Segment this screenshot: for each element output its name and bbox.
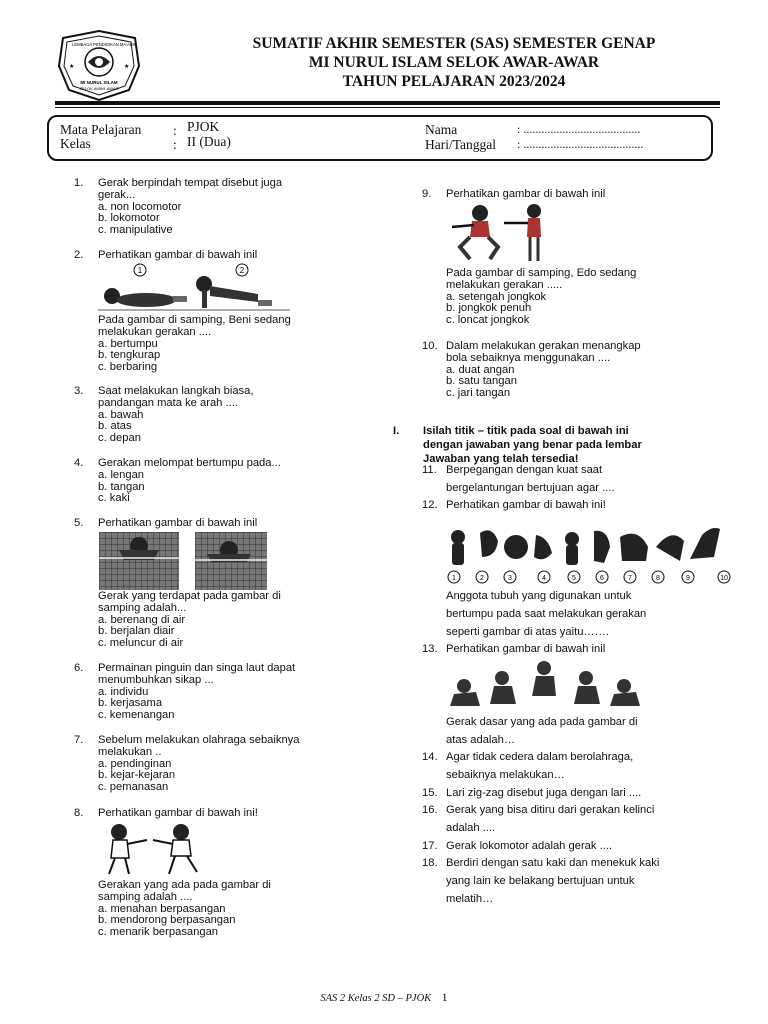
school-logo xyxy=(55,28,143,102)
option-c[interactable]: c. meluncur di air xyxy=(98,637,184,650)
question-number: 3. xyxy=(74,385,84,397)
question-6 xyxy=(74,662,296,722)
question-17 xyxy=(422,837,613,855)
question-text: Pada gambar di samping, Beni sedang xyxy=(98,314,291,326)
question-number: 6. xyxy=(74,662,84,674)
question-number: 2. xyxy=(74,249,84,261)
option-c[interactable]: c. jari tangan xyxy=(446,387,511,400)
footer-text: SAS 2 Kelas 2 SD – PJOK xyxy=(320,993,432,1004)
option-a[interactable]: a. lengan xyxy=(98,468,145,481)
question-13 xyxy=(422,640,606,658)
option-b[interactable]: b. jongkok penuh xyxy=(446,302,532,315)
option-b[interactable]: b. satu tangan xyxy=(446,375,517,388)
question-number: 18. xyxy=(422,857,438,869)
student-info-box xyxy=(47,115,713,161)
question-text: Anggota tubuh yang digunakan untuk xyxy=(446,590,632,602)
title-line-1: SUMATIF AKHIR SEMESTER (SAS) SEMESTER GENAP xyxy=(252,35,656,52)
question-text: Gerak berpindah tempat disebut juga xyxy=(98,177,283,189)
step-label: 7 xyxy=(628,575,632,582)
option-c[interactable]: c. kaki xyxy=(98,492,130,505)
question-number: 17. xyxy=(422,840,438,852)
partner-push-illustration xyxy=(99,820,207,878)
page-title xyxy=(160,34,748,91)
section-label: I. xyxy=(393,425,400,437)
mapel-label: Mata Pelajaran xyxy=(60,122,142,137)
question-text: Sebelum melakukan olahraga sebaiknya xyxy=(98,734,300,746)
question-16 xyxy=(422,801,655,837)
question-1 xyxy=(74,177,283,237)
question-14 xyxy=(422,748,634,784)
step-label: 4 xyxy=(542,575,546,582)
question-10 xyxy=(422,340,641,400)
question-text: Perhatikan gambar di bawah inil xyxy=(446,643,606,655)
question-text: seperti gambar di atas yaitu……. xyxy=(446,626,609,638)
question-11 xyxy=(422,461,615,497)
question-2-body xyxy=(98,315,291,374)
question-text: pandangan mata ke arah .... xyxy=(98,396,238,409)
question-text: Perhatikan gambar di bawah ini! xyxy=(98,807,258,819)
question-12 xyxy=(422,496,606,514)
star-icon: ★ xyxy=(69,64,75,70)
question-text: bola sebaiknya menggunakan .... xyxy=(446,351,611,364)
section-instructions xyxy=(423,424,642,466)
option-c[interactable]: c. manipulative xyxy=(98,224,173,237)
question-number: 5. xyxy=(74,517,84,529)
step-label: 9 xyxy=(686,575,690,582)
question-text: Perhatikan gambar di bawah inil xyxy=(98,249,258,261)
question-12-body xyxy=(446,587,646,641)
page-number: 1 xyxy=(441,990,448,1004)
question-text: Gerak yang bisa ditiru dari gerakan kelinci xyxy=(446,804,655,816)
question-5 xyxy=(74,517,258,530)
kelas-label: Kelas xyxy=(60,136,91,151)
question-8 xyxy=(74,807,258,820)
question-number: 14. xyxy=(422,751,438,763)
question-text: samping adalah .... xyxy=(98,890,193,903)
squat-illustration xyxy=(446,201,550,265)
logo-text-bottom2: SELOK AWAR-AWAR xyxy=(79,86,119,91)
title-line-2: MI NURUL ISLAM SELOK AWAR-AWAR xyxy=(308,54,600,71)
question-text: Lari zig-zag disebut juga dengan lari .... xyxy=(446,787,642,799)
question-15 xyxy=(422,784,642,802)
question-8-body xyxy=(98,880,271,939)
swimming-illustration xyxy=(99,532,267,590)
step-label: 8 xyxy=(656,575,660,582)
question-text: atas adalah… xyxy=(446,734,516,746)
option-c[interactable]: c. pemanasan xyxy=(98,781,169,794)
question-text: melatih… xyxy=(446,893,494,905)
title-line-3: TAHUN PELAJARAN 2023/2024 xyxy=(342,73,566,90)
option-b[interactable]: b. kejar-kejaran xyxy=(98,769,176,782)
question-number: 15. xyxy=(422,787,438,799)
question-text: gerak... xyxy=(98,188,136,201)
option-a[interactable]: a. bertumpu xyxy=(98,337,158,350)
question-text: samping adalah... xyxy=(98,601,187,614)
question-13-body xyxy=(446,713,638,749)
frog-jump-illustration xyxy=(446,660,642,712)
mapel-value: PJOK xyxy=(187,119,220,134)
question-2 xyxy=(74,249,258,262)
question-text: sebaiknya melakukan… xyxy=(446,769,565,781)
kelas-colon: : xyxy=(173,137,177,152)
question-text: melakukan gerakan .... xyxy=(98,325,212,338)
kelas-value: II (Dua) xyxy=(187,134,231,149)
option-a[interactable]: a. berenang di air xyxy=(98,613,186,626)
question-number: 13. xyxy=(422,643,438,655)
roll-step-labels xyxy=(448,571,730,583)
question-7 xyxy=(74,734,300,794)
question-number: 16. xyxy=(422,804,438,816)
question-number: 10. xyxy=(422,340,438,352)
option-a[interactable]: a. bawah xyxy=(98,408,144,421)
logo-text-bottom1: MI NURUL ISLAM xyxy=(80,80,118,85)
step-label: 1 xyxy=(452,575,456,582)
question-text: Gerakan yang ada pada gambar di xyxy=(98,879,271,891)
question-text: Dalam melakukan gerakan menangkap xyxy=(446,340,641,352)
option-b[interactable]: b. mendorong berpasangan xyxy=(98,914,236,927)
question-text: Gerak yang terdapat pada gambar di xyxy=(98,590,281,602)
question-text: Pada gambar di samping, Edo sedang xyxy=(446,267,637,279)
question-number: 11. xyxy=(422,464,437,476)
question-text: Berpegangan dengan kuat saat xyxy=(446,464,603,476)
option-b[interactable]: b. atas xyxy=(98,420,132,433)
question-number: 7. xyxy=(74,734,84,746)
nama-field[interactable]: : ....................................... xyxy=(517,122,641,136)
question-number: 12. xyxy=(422,499,438,511)
question-text: Gerak lokomotor adalah gerak .... xyxy=(446,840,613,852)
nama-label: Nama xyxy=(425,122,458,137)
question-number: 9. xyxy=(422,188,432,200)
instruction-line: Jawaban yang telah tersedia! xyxy=(423,453,579,465)
question-text: Gerak dasar yang ada pada gambar di xyxy=(446,716,638,728)
step-label: 1 xyxy=(137,266,143,275)
step-label: 10 xyxy=(720,575,728,582)
option-b[interactable]: b. tangan xyxy=(98,480,145,493)
header-divider-thick xyxy=(55,101,720,105)
question-5-body xyxy=(98,591,281,650)
instruction-line: Isilah titik – titik pada soal di bawah ini xyxy=(423,425,629,437)
option-a[interactable]: a. non locomotor xyxy=(98,200,182,213)
step-label: 6 xyxy=(600,575,604,582)
option-b[interactable]: b. kerjasama xyxy=(98,697,163,710)
forward-roll-sequence-illustration xyxy=(444,517,732,585)
option-a[interactable]: a. duat angan xyxy=(446,363,515,376)
option-a[interactable]: a. menahan berpasangan xyxy=(98,902,226,915)
step-label: 3 xyxy=(508,575,512,582)
option-a[interactable]: a. setengah jongkok xyxy=(446,290,547,303)
question-text: yang lain ke belakang bertujuan untuk xyxy=(446,875,635,887)
logo-text-top: LEMBAGA PENDIDIKAN MA'ARIF xyxy=(72,42,137,47)
option-b[interactable]: b. lokomotor xyxy=(98,212,160,225)
question-number: 8. xyxy=(74,807,84,819)
option-c[interactable]: c. depan xyxy=(98,432,141,445)
question-9 xyxy=(422,188,606,201)
question-9-body xyxy=(446,268,636,327)
question-text: Permainan pinguin dan singa laut dapat xyxy=(98,662,296,674)
question-text: bertumpu pada saat melakukan gerakan xyxy=(446,608,647,620)
step-label: 2 xyxy=(239,266,245,275)
question-number: 1. xyxy=(74,177,84,189)
star-icon: ★ xyxy=(124,64,130,70)
question-text: adalah .... xyxy=(446,822,496,834)
instruction-line: dengan jawaban yang benar pada lembar xyxy=(423,439,642,451)
step-label: 5 xyxy=(572,575,576,582)
question-text: melakukan gerakan ..... xyxy=(446,278,563,291)
pushup-illustration xyxy=(98,262,290,314)
question-text: Perhatikan gambar di bawah ini! xyxy=(446,499,606,511)
step-label: 2 xyxy=(480,575,484,582)
option-b[interactable]: b. tengkurap xyxy=(98,349,161,362)
header-divider-thin xyxy=(55,107,720,108)
question-text: menumbuhkan sikap ... xyxy=(98,673,214,686)
option-c[interactable]: c. kemenangan xyxy=(98,709,175,722)
question-text: Perhatikan gambar di bawah inil xyxy=(446,188,606,200)
page-footer xyxy=(0,990,768,1005)
question-text: Berdiri dengan satu kaki dan menekuk kaki xyxy=(446,857,660,869)
hari-tanggal-field[interactable]: : ........................................ xyxy=(517,137,644,151)
question-text: Saat melakukan langkah biasa, xyxy=(98,385,254,397)
option-c[interactable]: c. loncat jongkok xyxy=(446,314,530,327)
question-4 xyxy=(74,457,281,505)
question-text: Gerakan melompat bertumpu pada... xyxy=(98,457,281,469)
mapel-colon: : xyxy=(173,123,177,138)
question-3 xyxy=(74,385,254,445)
option-c[interactable]: c. menarik berpasangan xyxy=(98,926,219,939)
option-a[interactable]: a. pendinginan xyxy=(98,757,172,770)
question-18 xyxy=(422,854,660,908)
question-text: melakukan .. xyxy=(98,745,162,758)
option-c[interactable]: c. berbaring xyxy=(98,361,158,374)
option-a[interactable]: a. individu xyxy=(98,685,149,698)
question-text: Perhatikan gambar di bawah inil xyxy=(98,517,258,529)
question-number: 4. xyxy=(74,457,84,469)
option-b[interactable]: b. berjalan diair xyxy=(98,625,175,638)
question-text: bergelantungan bertujuan agar .... xyxy=(446,482,615,494)
hari-tanggal-label: Hari/Tanggal xyxy=(425,137,497,152)
question-text: Agar tidak cedera dalam berolahraga, xyxy=(446,751,634,763)
